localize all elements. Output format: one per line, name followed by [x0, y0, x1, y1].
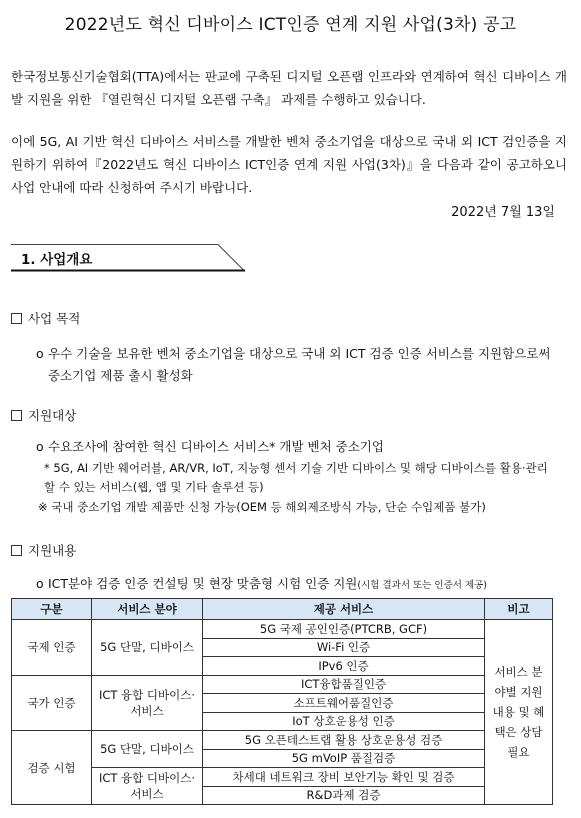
content-label: 지원내용 — [28, 543, 77, 558]
header-remark: 비고 — [485, 599, 553, 620]
service-cell: 5G 국제 공인인증(PTCRB, GCF) — [203, 620, 485, 639]
purpose-text: 우수 기술을 보유한 벤처 중소기업을 대상으로 국내 외 ICT 검증 인증 서비스를 지원함으로써 중소기업 제품 출시 활성화 — [48, 346, 551, 383]
purpose-bullet — [36, 343, 556, 387]
table-row — [12, 731, 553, 750]
service-cell: ICT융합품질인증 — [203, 675, 485, 694]
category-cell: 검증 시험 — [12, 731, 92, 805]
content-text: ICT분야 검증 인증 컨설팅 및 현장 맞춤형 시험 인증 지원 — [48, 576, 358, 591]
service-cell: R&D과제 검증 — [203, 786, 485, 805]
table-header-row — [12, 599, 553, 620]
category-cell: 국가 인증 — [12, 675, 92, 731]
target-label: 지원대상 — [28, 408, 77, 423]
category-cell: 국제 인증 — [12, 620, 92, 676]
purpose-heading — [11, 309, 80, 327]
target-heading — [11, 406, 76, 424]
field-cell: 5G 단말, 디바이스 — [92, 620, 203, 676]
table-row — [12, 675, 553, 694]
content-bullet — [36, 573, 556, 597]
content-text-small: (시험 결과서 또는 인증서 제공) — [357, 580, 488, 591]
service-cell: Wi-Fi 인증 — [203, 638, 485, 657]
service-cell: IoT 상호운용성 인증 — [203, 712, 485, 731]
content-heading — [11, 541, 76, 559]
square-bullet-icon — [11, 410, 22, 421]
field-cell: 5G 단말, 디바이스 — [92, 731, 203, 768]
target-text: 수요조사에 참여한 혁신 디바이스 서비스* 개발 벤처 중소기업 — [48, 439, 384, 454]
service-cell: 차세대 네트워크 장비 보안기능 확인 및 검증 — [203, 768, 485, 787]
square-bullet-icon — [11, 313, 22, 324]
table-row — [12, 768, 553, 787]
service-cell: 5G 오픈테스트랩 활용 상호운용성 검증 — [203, 731, 485, 750]
document-title: 2022년도 혁신 디바이스 ICT인증 연계 지원 사업(3차) 공고 — [64, 15, 517, 35]
section-heading-box — [11, 244, 245, 271]
circle-bullet-icon: o — [36, 346, 44, 361]
field-cell: ICT 융합 디바이스·서비스 — [92, 675, 203, 731]
table-row — [12, 620, 553, 639]
header-field: 서비스 분야 — [92, 599, 203, 620]
intro-paragraph-2: 이에 5G, AI 기반 혁신 디바이스 서비스를 개발한 벤처 중소기업을 대상으로 국내 외 ICT 검인증을 지원하기 위하여『2022년도 혁신 디바이스 ICT인증 연계 지원 사업(3차)』을 다음과 같이 공고하오니 사업 안내에 따라 신청하여 주시기 바랍니다. — [11, 134, 567, 195]
target-note-1: * 5G, AI 기반 웨어러블, AR/VR, IoT, 지능형 센서 기술 기반 디바이스 및 해당 디바이스를 활용·관리할 수 있는 서비스(웹, 앱 및 기타 솔루션 등) — [44, 461, 548, 494]
announcement-date: 2022년 7월 13일 — [451, 205, 555, 220]
support-service-table — [11, 598, 553, 805]
square-bullet-icon — [11, 545, 22, 556]
circle-bullet-icon: o — [36, 576, 44, 591]
field-cell: ICT 융합 디바이스·서비스 — [92, 768, 203, 805]
header-service: 제공 서비스 — [203, 599, 485, 620]
purpose-label: 사업 목적 — [28, 311, 81, 326]
intro-paragraph-1: 한국정보통신기술협회(TTA)에서는 판교에 구축된 디지털 오픈랩 인프라와 연계하여 혁신 디바이스 개발 지원을 위한 『열린혁신 디지털 오픈랩 구축』 과제를 수행하고 있습니다. — [11, 69, 567, 107]
service-cell: 소프트웨어품질인증 — [203, 694, 485, 713]
target-note-2: ※ 국내 중소기업 개발 제품만 신청 가능(OEM 등 해외제조방식 가능, 단순 수입제품 불가) — [38, 500, 486, 514]
circle-bullet-icon: o — [36, 439, 44, 454]
header-category: 구분 — [12, 599, 92, 620]
target-bullet — [36, 436, 556, 458]
remark-cell: 서비스 분야별 지원 내용 및 혜택은 상담 필요 — [485, 620, 553, 805]
section-heading: 1. 사업개요 — [21, 252, 93, 268]
service-cell: 5G mVoIP 품질검증 — [203, 749, 485, 768]
service-cell: IPv6 인증 — [203, 657, 485, 676]
